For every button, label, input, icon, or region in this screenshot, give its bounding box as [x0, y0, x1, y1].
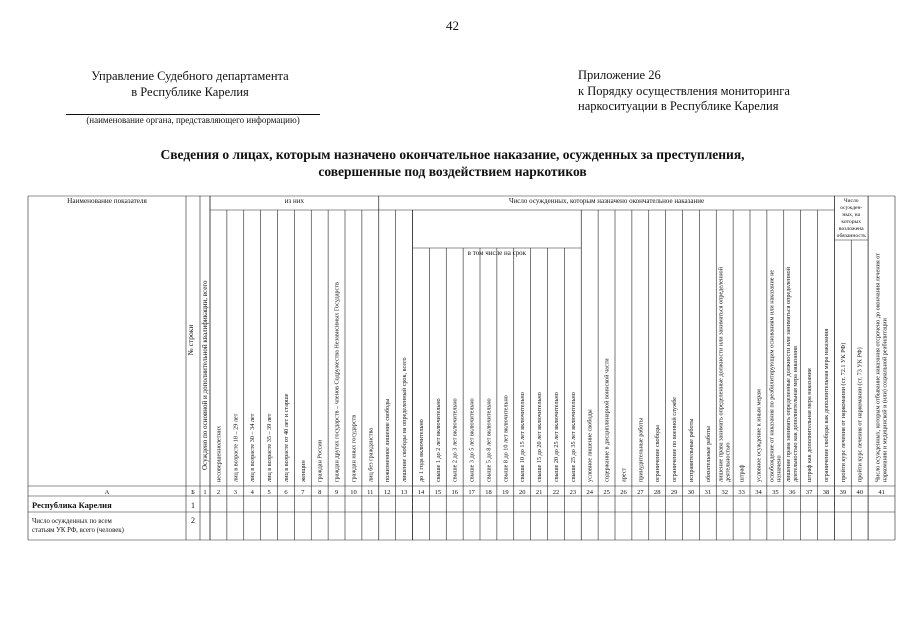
number-row-cell: 15 [434, 489, 442, 496]
column-header: условное лишение свободы [586, 409, 594, 482]
title-line-1: Сведения о лицах, которым назначено окончательное наказание, осужденных за преступления, [160, 147, 745, 162]
column-header: лиц в возрасте от 40 лет и старше [282, 393, 290, 482]
column-header: освобождение от наказания по реабилитирующим основаниям или наказание не [768, 269, 776, 482]
number-row-cell: 4 [250, 489, 254, 496]
column-header: назначено [775, 455, 783, 482]
column-header: граждан иных государств [350, 414, 358, 482]
number-row-cell: 7 [301, 489, 305, 496]
column-header: штраф как дополнительная мера наказания [806, 368, 814, 482]
column-header: деятельностью [724, 442, 732, 482]
column-header: принудительные работы [637, 417, 645, 482]
column-header: пройти курс лечения от наркомании (ст. 73 УК РФ) [856, 347, 864, 482]
number-row-cell: 28 [653, 489, 661, 496]
number-row-cell: 3 [233, 489, 237, 496]
org-line-2: в Республике Карелия [131, 85, 249, 99]
number-row-cell: 14 [417, 489, 425, 496]
number-row-cell: 16 [451, 489, 458, 496]
column-header: лиц в возрасте 35 – 39 лет [266, 413, 274, 482]
column-header: женщин [299, 460, 307, 482]
column-header: лиц в возрасте 30 – 34 лет [249, 413, 257, 482]
appendix-line-2: к Порядку осуществления мониторинга [578, 83, 790, 98]
number-row-cell: 21 [535, 489, 543, 496]
header-indicator-name: Наименование показателя [67, 197, 147, 205]
header-obliged: осужден- [840, 205, 863, 211]
column-header: лишение права занимать определенные должности или заниматься определенной [785, 267, 793, 482]
column-header: пожизненное лишение свободы [384, 398, 392, 482]
number-row-cell: 19 [502, 489, 509, 496]
number-row-cell: 1 [203, 489, 207, 496]
column-header: свыше 1 до 2 лет включительно [434, 398, 442, 482]
header-obliged: ных, на [842, 212, 861, 218]
header-obliged: которых [841, 219, 862, 225]
appendix-line-3: наркоситуации в Республике Карелия [578, 99, 779, 113]
column-header: несовершеннолетних [215, 425, 223, 482]
number-row-cell: 24 [586, 489, 593, 496]
number-row-cell: 5 [267, 489, 271, 496]
column-header: ограничение свободы как дополнительная мера наказания [822, 328, 830, 482]
header-obliged: возложена [838, 226, 864, 232]
column-header: свыше 3 до 5 лет включительно [468, 398, 476, 482]
column-header: граждан России [316, 439, 324, 482]
number-row-cell: 32 [721, 489, 728, 496]
row-name: Число осужденных по всем [32, 518, 112, 525]
number-row-cell: 13 [400, 489, 408, 496]
number-row-cell: 41 [878, 489, 885, 496]
number-row-cell: 6 [284, 489, 288, 496]
org-line-1: Управление Судебного департамента [91, 69, 289, 83]
column-header: ограничение свободы [654, 425, 662, 482]
column-header: деятельностью как дополнительная мера наказания [792, 346, 800, 482]
number-row-cell: 37 [805, 489, 813, 496]
number-row-cell: 17 [468, 489, 475, 496]
column-header: пройти курс лечения от наркомании (ст. 72.1 УК РФ) [839, 342, 847, 482]
number-row-cell: Б [191, 489, 195, 496]
number-row-cell: 20 [518, 489, 526, 496]
number-row-cell: 12 [383, 489, 391, 496]
row-number: 2 [191, 516, 195, 525]
number-row-cell: 22 [552, 489, 560, 496]
header-row-number: № строки [186, 324, 195, 356]
number-row-cell: 40 [856, 489, 863, 496]
column-header: лиц в возрасте 18 – 29 лет [232, 413, 240, 482]
number-row-cell: 18 [485, 489, 492, 496]
row-name: статьям УК РФ, всего (человек) [32, 527, 124, 534]
column-header: наркомании и медицинской и (или) социальной реабилитации [881, 318, 889, 482]
number-row-cell: 29 [670, 489, 678, 496]
number-row-cell: 2 [216, 489, 221, 496]
column-header: до 1 года включительно [417, 419, 425, 482]
column-header: ограничение по военной службе [671, 396, 679, 482]
row-number: 1 [191, 501, 195, 510]
number-row-cell: 27 [637, 489, 644, 496]
row-name: Республика Карелия [32, 500, 112, 510]
number-row-cell: 26 [620, 489, 627, 496]
header-of-them: из них [284, 197, 305, 205]
number-row-cell: 33 [738, 489, 745, 496]
column-header: арест [620, 467, 628, 482]
number-row-cell: 11 [367, 489, 374, 496]
column-header: штраф [738, 464, 746, 482]
number-row-cell: 31 [704, 489, 712, 496]
number-row-cell: 10 [350, 489, 357, 496]
column-header: свыше 10 до 15 лет включительно [519, 392, 527, 482]
column-header: лишение права занимать определенные должности или заниматься определенной [717, 267, 725, 482]
org-caption: (наименование органа, представляющего информацию) [86, 115, 300, 125]
number-row-cell: 25 [603, 489, 610, 496]
number-row-cell: 8 [318, 489, 322, 496]
column-header: условное осуждение к иным мерам [755, 389, 763, 482]
number-row-cell: 30 [687, 489, 695, 496]
column-header: лиц без гражданства [367, 427, 375, 482]
column-header: свыше 25 до 35 лет включительно [569, 392, 577, 482]
column-header: свыше 15 до 20 лет включительно [536, 392, 544, 482]
title-line-2: совершенные под воздействием наркотиков [318, 164, 587, 179]
header-obliged: Число [843, 198, 859, 204]
column-header: лишение свободы на определенный срок, всего [401, 357, 409, 482]
column-header: свыше 5 до 8 лет включительно [485, 398, 493, 482]
header-total: Осуждено по основной и дополнительной квалификации, всего [201, 280, 209, 470]
column-header: граждан других государств – членов Содружества Независимых Государств [333, 282, 341, 482]
column-header: исправительные работы [687, 418, 695, 482]
header-punishment: Число осужденных, которым назначено окончательное наказание [509, 197, 705, 205]
number-row-cell: 34 [755, 489, 762, 496]
number-row-cell: 39 [839, 489, 847, 496]
column-header: свыше 20 до 25 лет включительно [552, 392, 560, 482]
number-row-cell: 36 [788, 489, 796, 496]
appendix-line-1: Приложение 26 [578, 68, 661, 82]
column-header: обязательные работы [704, 426, 712, 482]
column-header: Число осужденных, которым отбывание наказания отсрочено до окончания лечения от [874, 253, 882, 482]
number-row-cell: 23 [569, 489, 577, 496]
column-header: свыше 2 до 3 лет включительно [451, 398, 459, 482]
column-header: свыше 8 до 10 лет включительно [502, 395, 510, 482]
column-header: содержание в дисциплинарной воинской части [603, 358, 611, 482]
header-obliged: обязанность [836, 233, 866, 239]
number-row-cell: А [104, 489, 110, 496]
number-row-cell: 38 [822, 489, 830, 496]
number-row-cell: 9 [334, 489, 339, 496]
header-term: в том числе на срок [467, 249, 527, 257]
page-number: 42 [446, 18, 459, 33]
number-row-cell: 35 [772, 489, 779, 496]
